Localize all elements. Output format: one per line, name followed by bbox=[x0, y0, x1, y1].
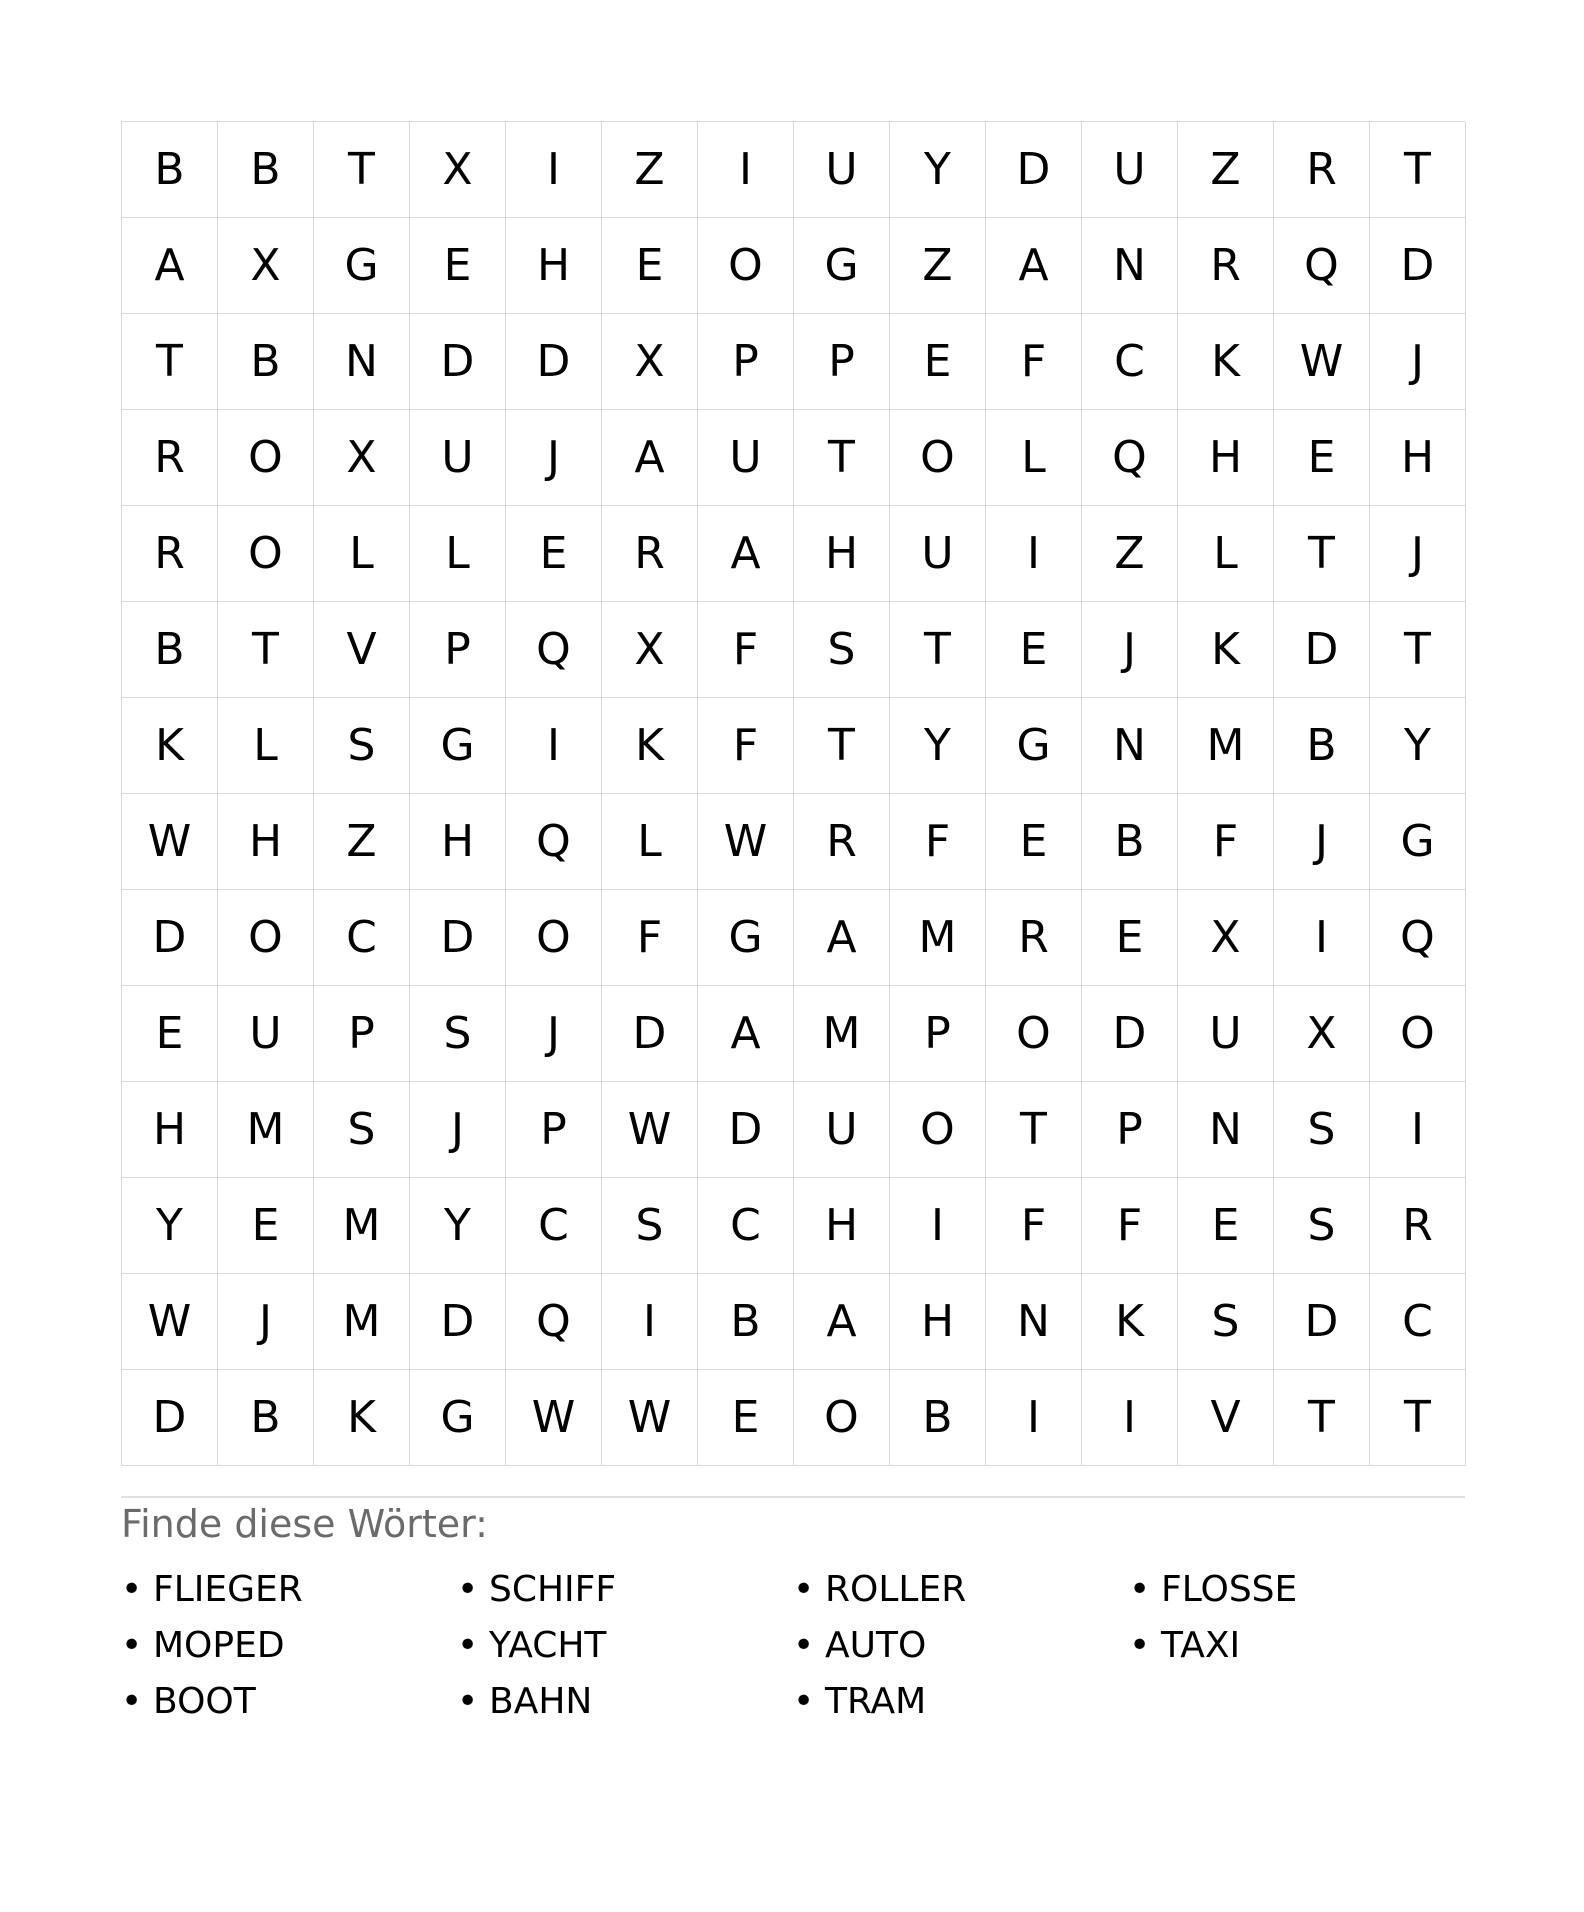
grid-cell[interactable]: M bbox=[794, 986, 890, 1082]
grid-cell[interactable]: H bbox=[506, 218, 602, 314]
grid-cell[interactable]: I bbox=[506, 698, 602, 794]
grid-cell[interactable]: O bbox=[890, 1082, 986, 1178]
grid-cell[interactable]: T bbox=[794, 410, 890, 506]
grid-cell[interactable]: E bbox=[122, 986, 218, 1082]
bullet-icon: • bbox=[793, 1680, 815, 1722]
grid-cell[interactable]: U bbox=[698, 410, 794, 506]
grid-cell[interactable]: Q bbox=[1082, 410, 1178, 506]
grid-cell[interactable]: D bbox=[1082, 986, 1178, 1082]
grid-cell[interactable]: I bbox=[1082, 1370, 1178, 1466]
grid-cell[interactable]: R bbox=[122, 410, 218, 506]
grid-cell[interactable]: X bbox=[1274, 986, 1370, 1082]
grid-cell[interactable]: K bbox=[122, 698, 218, 794]
grid-cell[interactable]: I bbox=[890, 1178, 986, 1274]
grid-cell[interactable]: C bbox=[698, 1178, 794, 1274]
grid-cell[interactable]: Z bbox=[1178, 122, 1274, 218]
grid-cell[interactable]: G bbox=[314, 218, 410, 314]
grid-cell[interactable]: W bbox=[1274, 314, 1370, 410]
grid-cell[interactable]: R bbox=[1274, 122, 1370, 218]
grid-cell[interactable]: J bbox=[1082, 602, 1178, 698]
grid-cell[interactable]: S bbox=[602, 1178, 698, 1274]
grid-cell[interactable]: J bbox=[1370, 314, 1466, 410]
grid-cell[interactable]: E bbox=[506, 506, 602, 602]
grid-cell[interactable]: F bbox=[1178, 794, 1274, 890]
grid-cell[interactable]: A bbox=[698, 506, 794, 602]
bullet-icon: • bbox=[1129, 1568, 1151, 1610]
grid-cell[interactable]: L bbox=[314, 506, 410, 602]
grid-cell[interactable]: T bbox=[890, 602, 986, 698]
grid-cell[interactable]: O bbox=[890, 410, 986, 506]
bullet-icon: • bbox=[121, 1680, 143, 1722]
grid-cell[interactable]: X bbox=[410, 122, 506, 218]
grid-cell[interactable]: N bbox=[1082, 698, 1178, 794]
grid-cell[interactable]: U bbox=[410, 410, 506, 506]
word-list-item bbox=[457, 1622, 793, 1670]
grid-cell[interactable]: C bbox=[1370, 1274, 1466, 1370]
grid-cell[interactable]: J bbox=[1370, 506, 1466, 602]
grid-cell[interactable]: B bbox=[890, 1370, 986, 1466]
grid-cell[interactable]: Q bbox=[506, 1274, 602, 1370]
grid-cell[interactable]: U bbox=[794, 122, 890, 218]
grid-cell[interactable]: E bbox=[698, 1370, 794, 1466]
grid-cell[interactable]: C bbox=[314, 890, 410, 986]
grid-cell[interactable]: R bbox=[122, 506, 218, 602]
word-list bbox=[121, 1566, 1465, 1726]
grid-cell[interactable]: D bbox=[1370, 218, 1466, 314]
word-search-sheet bbox=[121, 121, 1465, 1726]
grid-cell[interactable]: D bbox=[602, 986, 698, 1082]
word-list-item bbox=[1129, 1566, 1465, 1614]
word-label: AUTO bbox=[825, 1624, 927, 1666]
grid-cell[interactable]: T bbox=[1370, 602, 1466, 698]
grid-cell[interactable]: L bbox=[410, 506, 506, 602]
grid-cell[interactable]: G bbox=[698, 890, 794, 986]
grid-cell[interactable]: I bbox=[1370, 1082, 1466, 1178]
grid-cell[interactable]: J bbox=[506, 986, 602, 1082]
grid-cell[interactable]: G bbox=[794, 218, 890, 314]
grid-cell[interactable]: T bbox=[1274, 506, 1370, 602]
word-label: YACHT bbox=[489, 1624, 607, 1666]
bullet-icon: • bbox=[457, 1680, 479, 1722]
grid-cell[interactable]: X bbox=[602, 314, 698, 410]
grid-cell[interactable]: T bbox=[1370, 1370, 1466, 1466]
grid-cell[interactable]: T bbox=[794, 698, 890, 794]
grid-cell[interactable]: S bbox=[1178, 1274, 1274, 1370]
grid-cell[interactable]: R bbox=[1370, 1178, 1466, 1274]
grid-cell[interactable]: H bbox=[794, 506, 890, 602]
grid-cell[interactable]: I bbox=[698, 122, 794, 218]
grid-cell[interactable]: X bbox=[602, 602, 698, 698]
grid-cell[interactable]: U bbox=[890, 506, 986, 602]
grid-cell[interactable]: F bbox=[698, 698, 794, 794]
word-label: BOOT bbox=[153, 1680, 256, 1722]
grid-cell[interactable]: B bbox=[698, 1274, 794, 1370]
grid-cell[interactable]: B bbox=[218, 122, 314, 218]
grid-cell[interactable]: E bbox=[890, 314, 986, 410]
grid-cell[interactable]: B bbox=[218, 1370, 314, 1466]
grid-cell[interactable]: E bbox=[218, 1178, 314, 1274]
grid-cell[interactable]: F bbox=[698, 602, 794, 698]
grid-cell[interactable]: E bbox=[1274, 410, 1370, 506]
word-label: TAXI bbox=[1161, 1624, 1241, 1666]
grid-cell[interactable]: N bbox=[986, 1274, 1082, 1370]
grid-cell[interactable]: H bbox=[1370, 410, 1466, 506]
grid-cell[interactable]: L bbox=[1178, 506, 1274, 602]
grid-cell[interactable]: W bbox=[506, 1370, 602, 1466]
grid-cell[interactable]: L bbox=[602, 794, 698, 890]
bullet-icon: • bbox=[457, 1568, 479, 1610]
grid-cell[interactable]: W bbox=[602, 1370, 698, 1466]
grid-cell[interactable]: H bbox=[410, 794, 506, 890]
grid-cell[interactable]: G bbox=[986, 698, 1082, 794]
grid-cell[interactable]: E bbox=[602, 218, 698, 314]
grid-cell[interactable]: D bbox=[506, 314, 602, 410]
bullet-icon: • bbox=[793, 1624, 815, 1666]
grid-cell[interactable]: S bbox=[794, 602, 890, 698]
bullet-icon: • bbox=[457, 1624, 479, 1666]
grid-cell[interactable]: E bbox=[986, 794, 1082, 890]
grid-cell[interactable]: T bbox=[218, 602, 314, 698]
bullet-icon: • bbox=[1129, 1624, 1151, 1666]
grid-cell[interactable]: Y bbox=[410, 1178, 506, 1274]
grid-cell[interactable]: M bbox=[314, 1274, 410, 1370]
word-label: FLOSSE bbox=[1161, 1568, 1298, 1610]
grid-cell[interactable]: B bbox=[218, 314, 314, 410]
grid-cell[interactable]: N bbox=[1178, 1082, 1274, 1178]
bullet-icon: • bbox=[121, 1568, 143, 1610]
grid-cell[interactable]: X bbox=[1178, 890, 1274, 986]
grid-cell[interactable]: L bbox=[986, 410, 1082, 506]
grid-cell[interactable]: A bbox=[794, 1274, 890, 1370]
grid-cell[interactable]: D bbox=[1274, 1274, 1370, 1370]
grid-cell[interactable]: I bbox=[602, 1274, 698, 1370]
grid-cell[interactable]: K bbox=[1178, 314, 1274, 410]
grid-cell[interactable]: N bbox=[1082, 218, 1178, 314]
grid-cell[interactable]: K bbox=[1178, 602, 1274, 698]
grid-cell[interactable]: P bbox=[1082, 1082, 1178, 1178]
word-list-item bbox=[793, 1566, 1129, 1614]
word-label: MOPED bbox=[153, 1624, 285, 1666]
word-label: TRAM bbox=[825, 1680, 927, 1722]
grid-cell[interactable]: H bbox=[218, 794, 314, 890]
grid-cell[interactable]: E bbox=[1082, 890, 1178, 986]
grid-cell[interactable]: T bbox=[314, 122, 410, 218]
grid-cell[interactable]: T bbox=[986, 1082, 1082, 1178]
grid-cell[interactable]: O bbox=[794, 1370, 890, 1466]
grid-cell[interactable]: R bbox=[794, 794, 890, 890]
grid-cell[interactable]: M bbox=[890, 890, 986, 986]
word-label: ROLLER bbox=[825, 1568, 967, 1610]
grid-cell[interactable]: H bbox=[794, 1178, 890, 1274]
grid-cell[interactable]: B bbox=[1274, 698, 1370, 794]
grid-cell[interactable]: Q bbox=[1370, 890, 1466, 986]
word-list-item bbox=[457, 1566, 793, 1614]
grid-cell[interactable]: A bbox=[698, 986, 794, 1082]
grid-cell[interactable]: D bbox=[122, 1370, 218, 1466]
grid-cell[interactable]: T bbox=[122, 314, 218, 410]
grid-cell[interactable]: S bbox=[314, 698, 410, 794]
grid-cell[interactable]: Y bbox=[890, 122, 986, 218]
grid-cell[interactable]: D bbox=[410, 314, 506, 410]
grid-cell[interactable]: D bbox=[698, 1082, 794, 1178]
word-list-item bbox=[457, 1678, 793, 1726]
grid-cell[interactable]: E bbox=[410, 218, 506, 314]
grid-cell[interactable]: D bbox=[986, 122, 1082, 218]
grid-cell[interactable]: R bbox=[602, 506, 698, 602]
grid-cell[interactable]: U bbox=[1082, 122, 1178, 218]
grid-cell[interactable]: A bbox=[794, 890, 890, 986]
grid-cell[interactable]: Y bbox=[890, 698, 986, 794]
grid-cell[interactable]: O bbox=[218, 890, 314, 986]
grid-cell[interactable]: Y bbox=[122, 1178, 218, 1274]
grid-cell[interactable]: A bbox=[122, 218, 218, 314]
grid-cell[interactable]: S bbox=[1274, 1178, 1370, 1274]
grid-cell[interactable]: H bbox=[890, 1274, 986, 1370]
grid-cell[interactable]: F bbox=[986, 1178, 1082, 1274]
grid-cell[interactable]: R bbox=[1178, 218, 1274, 314]
grid-cell[interactable]: H bbox=[1178, 410, 1274, 506]
grid-cell[interactable]: W bbox=[698, 794, 794, 890]
grid-cell[interactable]: F bbox=[986, 314, 1082, 410]
grid-cell[interactable]: A bbox=[602, 410, 698, 506]
grid-cell[interactable]: C bbox=[1082, 314, 1178, 410]
grid-cell[interactable]: E bbox=[986, 602, 1082, 698]
grid-cell[interactable]: O bbox=[506, 890, 602, 986]
grid-cell[interactable]: L bbox=[218, 698, 314, 794]
grid-cell[interactable]: S bbox=[314, 1082, 410, 1178]
grid-cell[interactable]: P bbox=[506, 1082, 602, 1178]
word-list-item bbox=[793, 1678, 1129, 1726]
grid-cell[interactable]: C bbox=[506, 1178, 602, 1274]
grid-cell[interactable]: V bbox=[314, 602, 410, 698]
grid-cell[interactable]: V bbox=[1178, 1370, 1274, 1466]
grid-cell[interactable]: F bbox=[602, 890, 698, 986]
word-label: SCHIFF bbox=[489, 1568, 617, 1610]
grid-cell[interactable]: P bbox=[890, 986, 986, 1082]
word-label: BAHN bbox=[489, 1680, 593, 1722]
grid-cell[interactable]: Q bbox=[506, 794, 602, 890]
grid-cell[interactable]: B bbox=[122, 602, 218, 698]
grid-cell[interactable]: E bbox=[1178, 1178, 1274, 1274]
word-list-item bbox=[121, 1566, 457, 1614]
word-list-item bbox=[1129, 1622, 1465, 1670]
word-label: FLIEGER bbox=[153, 1568, 303, 1610]
letter-grid bbox=[121, 121, 1465, 1466]
grid-cell[interactable]: J bbox=[218, 1274, 314, 1370]
grid-cell[interactable]: N bbox=[314, 314, 410, 410]
grid-cell[interactable]: G bbox=[1370, 794, 1466, 890]
grid-cell[interactable]: D bbox=[410, 1274, 506, 1370]
grid-cell[interactable]: U bbox=[794, 1082, 890, 1178]
grid-cell[interactable]: U bbox=[218, 986, 314, 1082]
grid-cell[interactable]: O bbox=[1370, 986, 1466, 1082]
grid-cell[interactable]: D bbox=[1274, 602, 1370, 698]
word-list-item bbox=[121, 1622, 457, 1670]
grid-cell[interactable]: B bbox=[122, 122, 218, 218]
word-list-item bbox=[793, 1622, 1129, 1670]
grid-cell[interactable]: I bbox=[986, 506, 1082, 602]
grid-cell[interactable]: X bbox=[314, 410, 410, 506]
grid-cell[interactable]: P bbox=[794, 314, 890, 410]
grid-cell[interactable]: O bbox=[218, 410, 314, 506]
grid-cell[interactable]: W bbox=[122, 1274, 218, 1370]
grid-cell[interactable]: H bbox=[122, 1082, 218, 1178]
grid-cell[interactable]: F bbox=[1082, 1178, 1178, 1274]
grid-cell[interactable]: S bbox=[1274, 1082, 1370, 1178]
divider bbox=[121, 1496, 1465, 1498]
grid-cell[interactable]: Y bbox=[1370, 698, 1466, 794]
grid-cell[interactable]: J bbox=[410, 1082, 506, 1178]
grid-cell[interactable]: O bbox=[986, 986, 1082, 1082]
wordlist-heading: Finde diese Wörter: bbox=[121, 1502, 488, 1546]
grid-cell[interactable]: U bbox=[1178, 986, 1274, 1082]
grid-cell[interactable]: T bbox=[1274, 1370, 1370, 1466]
grid-cell[interactable]: G bbox=[410, 1370, 506, 1466]
grid-cell[interactable]: Q bbox=[506, 602, 602, 698]
grid-cell[interactable]: D bbox=[122, 890, 218, 986]
grid-cell[interactable]: I bbox=[506, 122, 602, 218]
grid-cell[interactable]: Z bbox=[890, 218, 986, 314]
grid-cell[interactable]: Q bbox=[1274, 218, 1370, 314]
grid-cell[interactable]: M bbox=[218, 1082, 314, 1178]
grid-cell[interactable]: P bbox=[410, 602, 506, 698]
grid-cell[interactable]: K bbox=[602, 698, 698, 794]
grid-cell[interactable]: O bbox=[218, 506, 314, 602]
grid-cell[interactable]: I bbox=[986, 1370, 1082, 1466]
grid-cell[interactable]: Z bbox=[1082, 506, 1178, 602]
bullet-icon: • bbox=[121, 1624, 143, 1666]
grid-cell[interactable]: I bbox=[1274, 890, 1370, 986]
grid-cell[interactable]: X bbox=[218, 218, 314, 314]
grid-cell[interactable]: K bbox=[314, 1370, 410, 1466]
grid-cell[interactable]: W bbox=[122, 794, 218, 890]
grid-cell[interactable]: K bbox=[1082, 1274, 1178, 1370]
grid-cell[interactable]: D bbox=[410, 890, 506, 986]
grid-cell[interactable]: J bbox=[1274, 794, 1370, 890]
grid-cell[interactable]: P bbox=[314, 986, 410, 1082]
grid-cell[interactable]: P bbox=[698, 314, 794, 410]
grid-cell[interactable]: Z bbox=[602, 122, 698, 218]
grid-cell[interactable]: M bbox=[1178, 698, 1274, 794]
grid-cell[interactable]: S bbox=[410, 986, 506, 1082]
grid-cell[interactable]: R bbox=[986, 890, 1082, 986]
grid-cell[interactable]: G bbox=[410, 698, 506, 794]
grid-cell[interactable]: Z bbox=[314, 794, 410, 890]
word-list-item bbox=[121, 1678, 457, 1726]
grid-cell[interactable]: B bbox=[1082, 794, 1178, 890]
grid-cell[interactable]: W bbox=[602, 1082, 698, 1178]
grid-cell[interactable]: O bbox=[698, 218, 794, 314]
grid-cell[interactable]: F bbox=[890, 794, 986, 890]
bullet-icon: • bbox=[793, 1568, 815, 1610]
grid-cell[interactable]: M bbox=[314, 1178, 410, 1274]
grid-cell[interactable]: A bbox=[986, 218, 1082, 314]
grid-cell[interactable]: J bbox=[506, 410, 602, 506]
grid-cell[interactable]: T bbox=[1370, 122, 1466, 218]
